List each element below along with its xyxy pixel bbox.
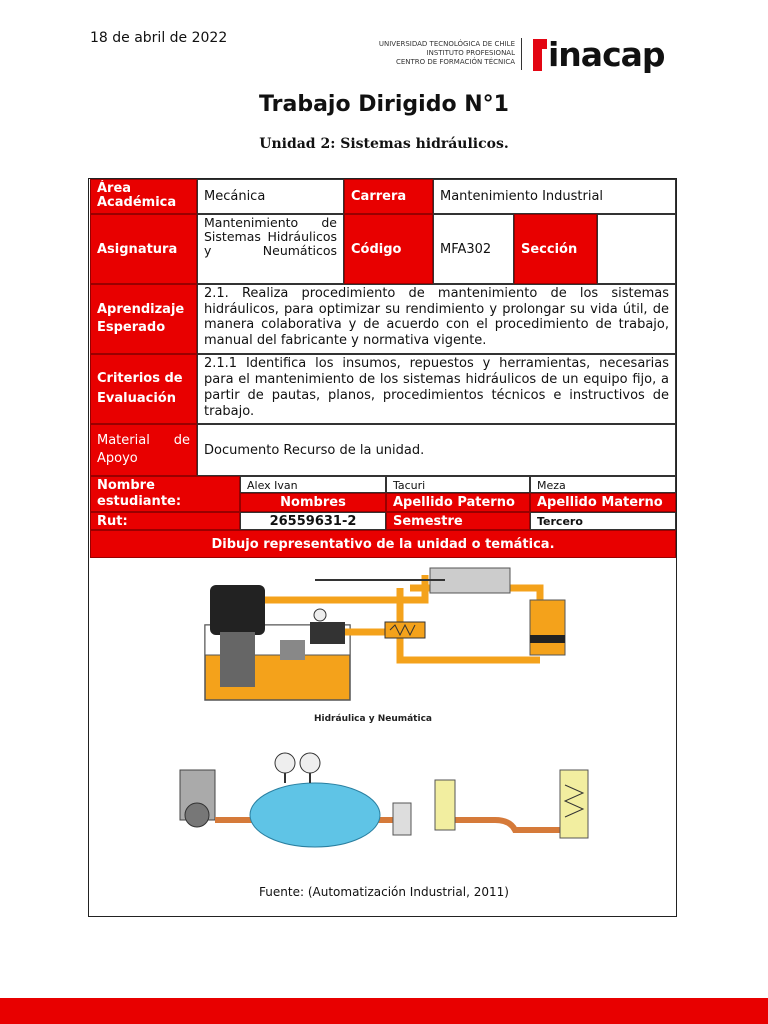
drawing-header: Dibujo representativo de la unidad o temática. [90,530,676,558]
semester-label: Semestre [386,512,530,530]
document-date: 18 de abril de 2022 [90,30,228,46]
learning-label: Aprendizaje Esperado [90,284,197,354]
brand-wordmark: inacap [548,35,665,74]
page-title: Trabajo Dirigido N°1 [259,92,509,117]
tank-gauge-left [275,753,295,773]
career-value: Mantenimiento Industrial [433,179,676,214]
tank-gauge-right [300,753,320,773]
paternal-label: Apellido Paterno [386,493,530,512]
air-tank [250,783,380,847]
page-subtitle: Unidad 2: Sistemas hidráulicos. [259,136,509,152]
code-value: MFA302 [433,214,514,284]
control-valve [435,780,455,830]
first-names-value: Alex Ivan [240,476,386,493]
criteria-value: 2.1.1 Identifica los insumos, repuestos y herramientas, necesarias para el mantenimiento de los sistemas hidráulicos de un equipo fijo, a partir de pautas, planos, procedimientos técnicos e instructivos de trabajo. [197,354,676,424]
institution-line-2: INSTITUTO PROFESIONAL [426,49,515,57]
material-label: Material de Apoyo [90,424,197,476]
code-label: Código [344,214,433,284]
figure-caption: Hidráulica y Neumática [314,714,432,724]
pneumatic-system-diagram [165,745,605,860]
rut-label: Rut: [90,512,240,530]
maternal-label: Apellido Materno [530,493,676,512]
area-value: Mecánica [197,179,344,214]
student-label: Nombre estudiante: [90,476,240,512]
semester-value: Tercero [530,512,676,530]
subject-label: Asignatura [90,214,197,284]
pneumatic-actuator [560,770,588,838]
section-value [597,214,676,284]
subject-value: Mantenimiento de Sistemas Hidráulicos y Neumáticos [197,214,344,284]
electric-motor [210,585,265,635]
pressure-gauge [314,609,326,621]
footer-bar [0,998,768,1024]
section-label: Sección [514,214,597,284]
institution-text [360,40,515,67]
figure-source: Fuente: (Automatización Industrial, 2011) [259,885,509,899]
rut-value: 26559631-2 [240,512,386,530]
institution-line-1: UNIVERSIDAD TECNOLÓGICA DE CHILE [378,40,515,48]
maternal-value: Meza [530,476,676,493]
material-value: Documento Recurso de la unidad. [197,424,676,476]
criteria-label: Criterios de Evaluación [90,354,197,424]
frl-unit [393,803,411,835]
institution-line-3: CENTRO DE FORMACIÓN TÉCNICA [395,58,515,66]
hydraulic-system-diagram [195,560,575,710]
names-label: Nombres [240,493,386,512]
career-label: Carrera [344,179,433,214]
area-label: Área Académica [90,179,197,214]
paternal-value: Tacuri [386,476,530,493]
logo-divider [521,38,522,70]
learning-value: 2.1. Realiza procedimiento de mantenimiento de los sistemas hidráulicos, para optimizar su rendimiento y prolongar su vida útil, de manera colaborativa y de acuerdo con el procedimiento de trabajo, manual del fabricante y normativa vigente. [197,284,676,354]
hydraulic-cylinder [530,600,565,655]
